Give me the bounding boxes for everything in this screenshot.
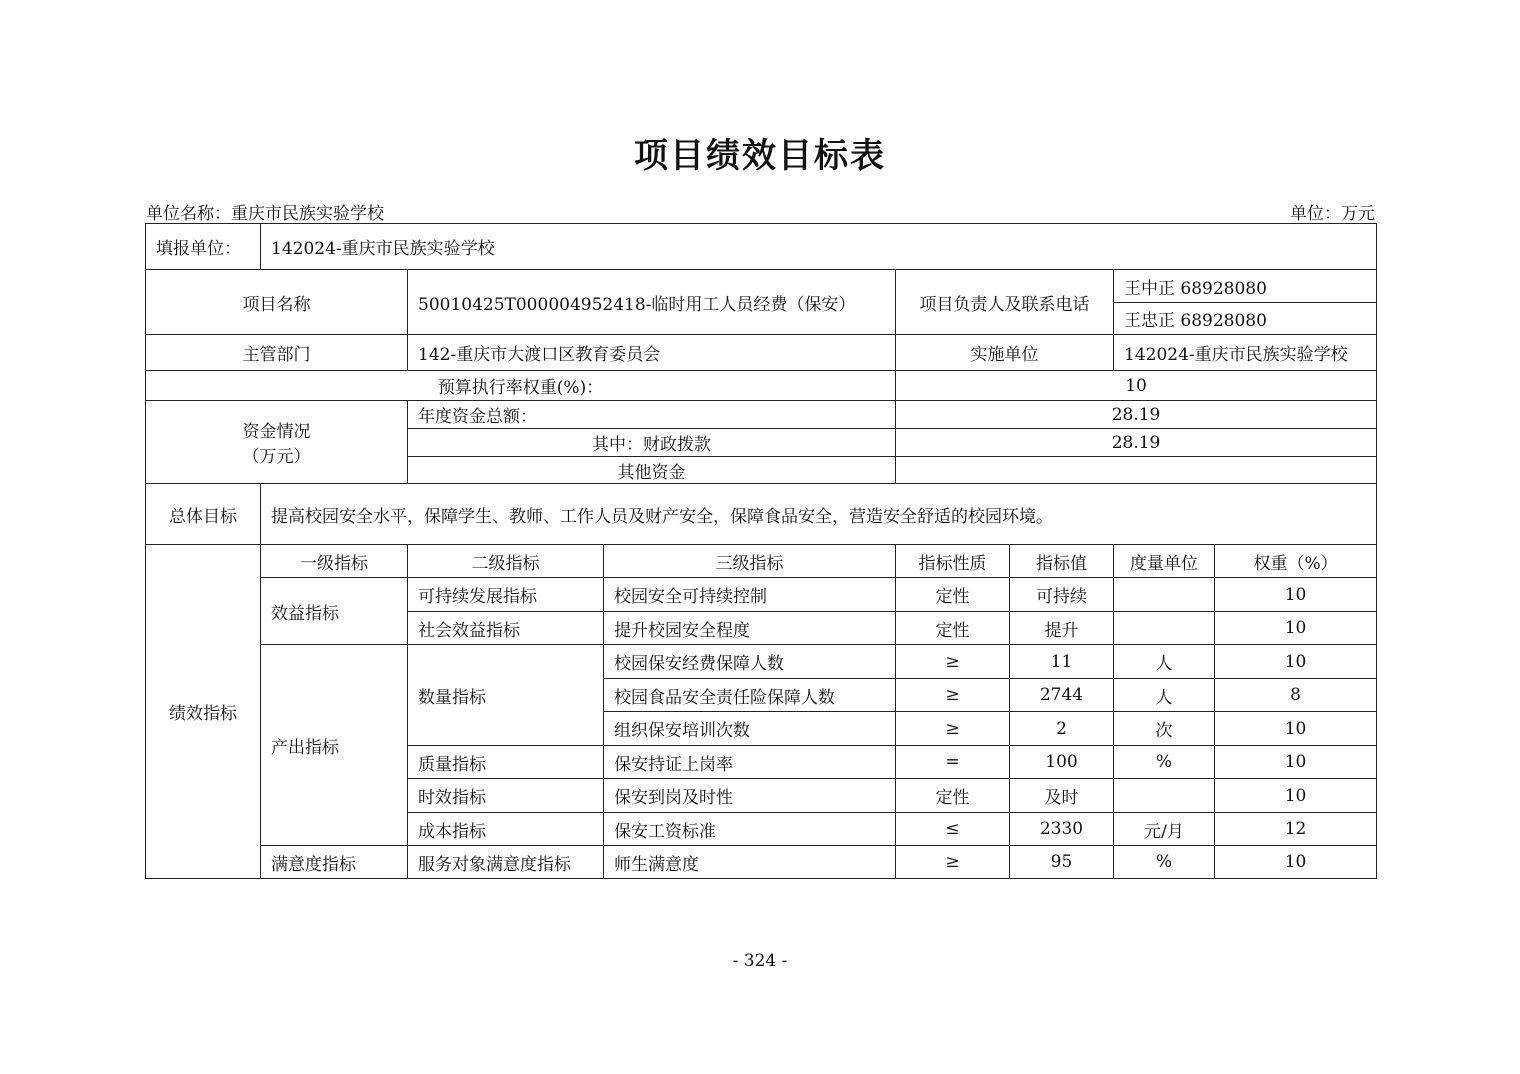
level3-cell: 校园保安经费保障人数 (604, 645, 896, 679)
unit-cell: % (1114, 846, 1215, 879)
value-cell: 2 (1010, 712, 1114, 746)
contact-2: 王忠正 68928080 (1114, 303, 1377, 335)
weight-cell: 10 (1215, 612, 1377, 645)
header-cell: 三级指标 (604, 545, 896, 578)
overall-label: 总体目标 (146, 484, 261, 545)
weight-cell: 10 (1215, 712, 1377, 746)
unit-cell: 次 (1114, 712, 1215, 746)
reporting-unit-value: 142024-重庆市民族实验学校 (261, 224, 1377, 270)
contact-1: 王中正 68928080 (1114, 270, 1377, 303)
weight-cell: 10 (1215, 779, 1377, 813)
nature-cell: = (896, 746, 1010, 779)
impl-label: 实施单位 (896, 335, 1114, 371)
budget-rate-value: 10 (896, 371, 1377, 401)
header-cell: 指标性质 (896, 545, 1010, 578)
funds-fiscal-label: 其中：财政拨款 (408, 429, 896, 457)
level3-cell: 校园安全可持续控制 (604, 578, 896, 612)
level2-cell: 可持续发展指标 (408, 578, 604, 612)
funds-other-label: 其他资金 (408, 457, 896, 484)
funds-fiscal-value: 28.19 (896, 429, 1377, 457)
value-cell: 可持续 (1010, 578, 1114, 612)
level2-cell: 成本指标 (408, 813, 604, 846)
level2-cell: 质量指标 (408, 746, 604, 779)
reporting-unit-row (146, 224, 1377, 270)
perf-label: 绩效指标 (146, 545, 261, 879)
level2-cell: 服务对象满意度指标 (408, 846, 604, 879)
header-cell: 指标值 (1010, 545, 1114, 578)
project-row (146, 270, 1377, 303)
unit-cell: % (1114, 746, 1215, 779)
budget-rate-label: 预算执行率权重(%)： (146, 371, 896, 401)
header-row (146, 545, 1377, 578)
unit-name: 单位名称：重庆市民族实验学校 (146, 204, 384, 224)
nature-cell: ≥ (896, 679, 1010, 712)
impl-value: 142024-重庆市民族实验学校 (1114, 335, 1377, 371)
level2-cell: 时效指标 (408, 779, 604, 813)
overall-row (146, 484, 1377, 545)
unit-cell: 人 (1114, 679, 1215, 712)
dept-value: 142-重庆市大渡口区教育委员会 (408, 335, 896, 371)
header-cell: 一级指标 (261, 545, 408, 578)
dept-row (146, 335, 1377, 371)
funds-label-line-1: 资金情况 (242, 422, 311, 442)
level3-cell: 提升校园安全程度 (604, 612, 896, 645)
unit-cell (1114, 612, 1215, 645)
project-name-label: 项目名称 (146, 270, 408, 335)
table-row (146, 578, 1377, 612)
level3-cell: 组织保安培训次数 (604, 712, 896, 746)
level1-benefit: 效益指标 (261, 578, 408, 645)
weight-cell: 10 (1215, 746, 1377, 779)
contact-label: 项目负责人及联系电话 (896, 270, 1114, 335)
value-cell: 提升 (1010, 612, 1114, 645)
unit-cell (1114, 779, 1215, 813)
weight-cell: 10 (1215, 645, 1377, 679)
nature-cell: ≥ (896, 712, 1010, 746)
header-cell: 二级指标 (408, 545, 604, 578)
table-row (146, 846, 1377, 879)
unit-cell: 人 (1114, 645, 1215, 679)
funds-total-row (146, 401, 1377, 429)
value-cell: 100 (1010, 746, 1114, 779)
page-title: 项目绩效目标表 (634, 136, 886, 176)
weight-cell: 8 (1215, 679, 1377, 712)
nature-cell: 定性 (896, 779, 1010, 813)
performance-table (145, 223, 1377, 879)
nature-cell: ≥ (896, 645, 1010, 679)
level2-cell: 数量指标 (408, 645, 604, 746)
level1-output: 产出指标 (261, 645, 408, 846)
level3-cell: 保安到岗及时性 (604, 779, 896, 813)
value-cell: 2744 (1010, 679, 1114, 712)
value-cell: 95 (1010, 846, 1114, 879)
table-row (146, 645, 1377, 679)
dept-label: 主管部门 (146, 335, 408, 371)
level3-cell: 保安工资标准 (604, 813, 896, 846)
funds-label-line-2: （万元） (242, 447, 311, 467)
funds-total-value: 28.19 (896, 401, 1377, 429)
reporting-unit-label: 填报单位： (146, 224, 261, 270)
project-name-value: 50010425T000004952418-临时用工人员经费（保安） (408, 270, 896, 335)
level3-cell: 师生满意度 (604, 846, 896, 879)
overall-value: 提高校园安全水平，保障学生、教师、工作人员及财产安全，保障食品安全，营造安全舒适的校园环境。 (261, 484, 1377, 545)
weight-cell: 10 (1215, 578, 1377, 612)
level3-cell: 保安持证上岗率 (604, 746, 896, 779)
unit-money: 单位：万元 (1290, 204, 1375, 224)
level1-satisfaction: 满意度指标 (261, 846, 408, 879)
funds-other-value (896, 457, 1377, 484)
level2-cell: 社会效益指标 (408, 612, 604, 645)
level3-cell: 校园食品安全责任险保障人数 (604, 679, 896, 712)
nature-cell: 定性 (896, 578, 1010, 612)
nature-cell: ≥ (896, 846, 1010, 879)
value-cell: 2330 (1010, 813, 1114, 846)
weight-cell: 12 (1215, 813, 1377, 846)
value-cell: 及时 (1010, 779, 1114, 813)
page-number: - 324 - (732, 951, 788, 971)
header-cell: 度量单位 (1114, 545, 1215, 578)
nature-cell: ≤ (896, 813, 1010, 846)
weight-cell: 10 (1215, 846, 1377, 879)
nature-cell: 定性 (896, 612, 1010, 645)
funds-total-label: 年度资金总额： (408, 401, 896, 429)
unit-cell: 元/月 (1114, 813, 1215, 846)
unit-cell (1114, 578, 1215, 612)
funds-label (146, 401, 408, 484)
value-cell: 11 (1010, 645, 1114, 679)
budget-rate-row (146, 371, 1377, 401)
header-cell: 权重（%） (1215, 545, 1377, 578)
